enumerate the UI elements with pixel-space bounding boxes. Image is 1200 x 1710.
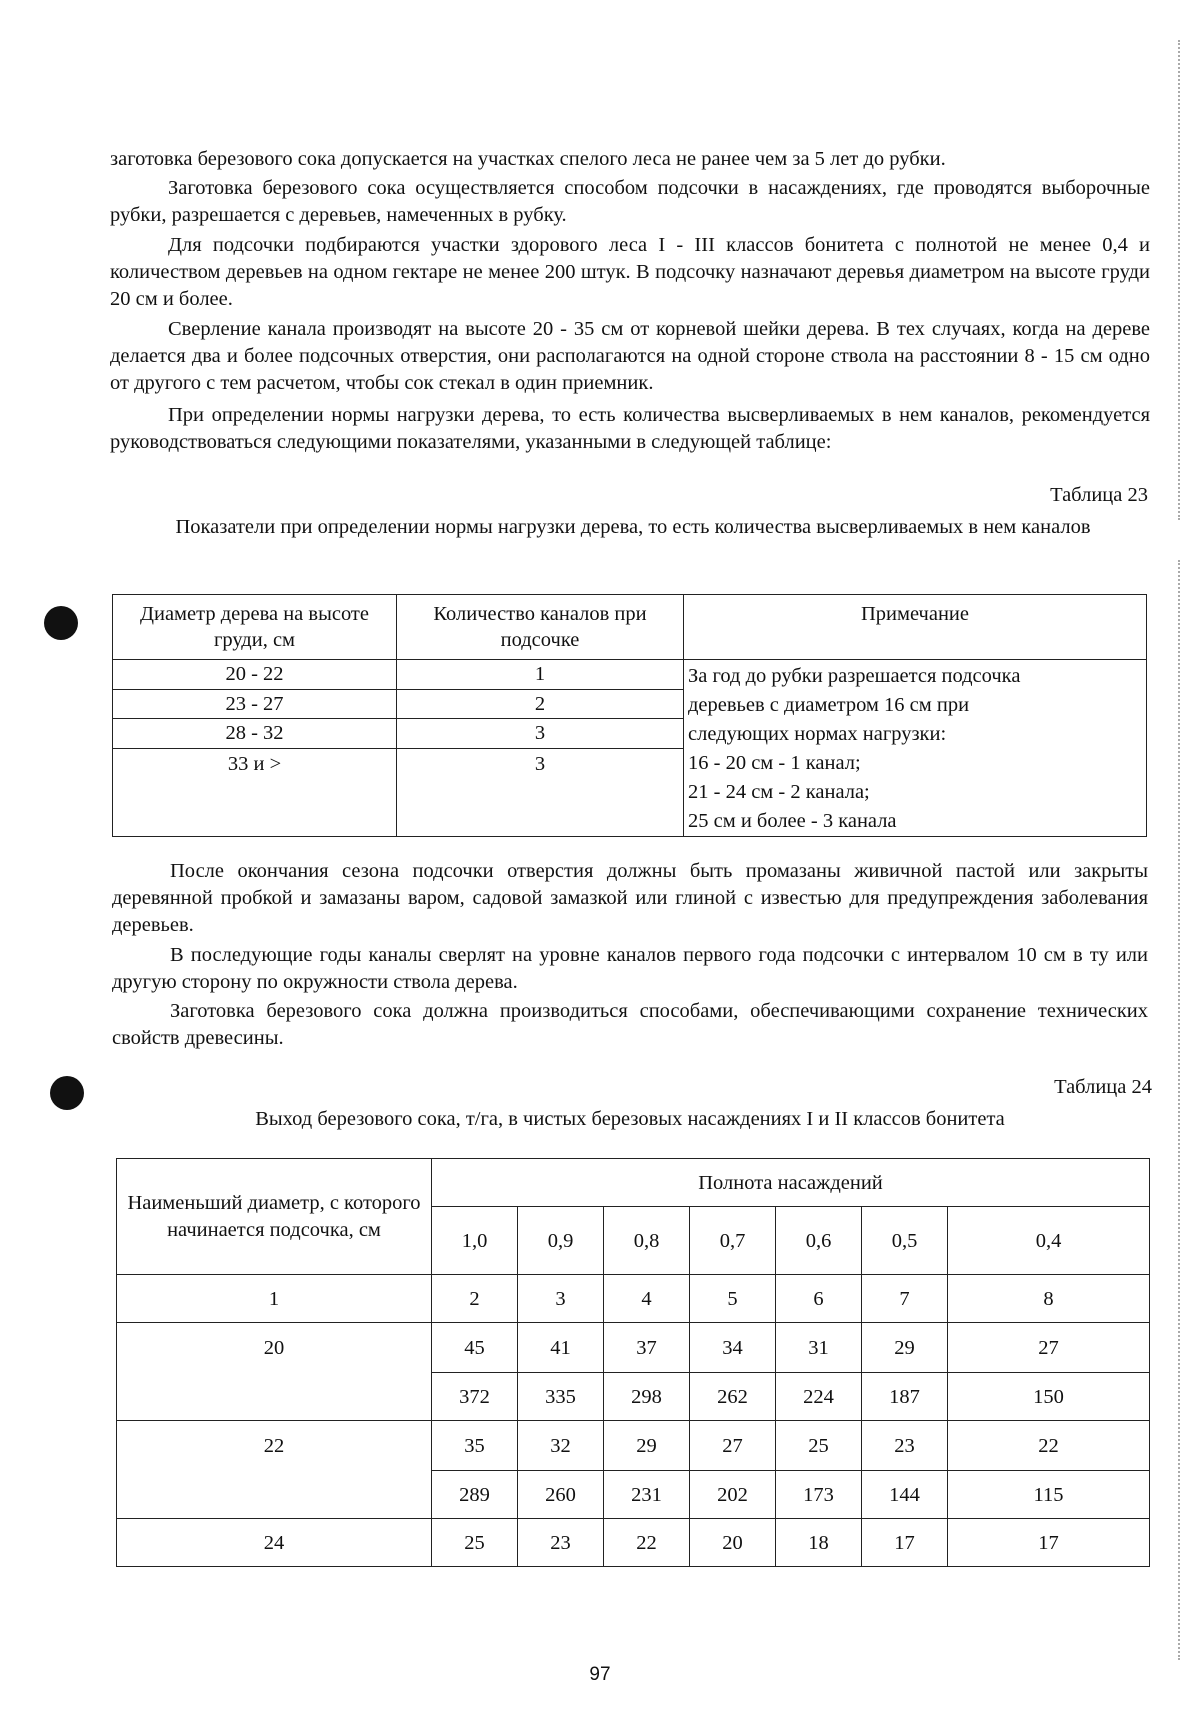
table23-header-note: Примечание <box>684 595 1147 660</box>
table24-cell: 27 <box>948 1323 1150 1373</box>
paragraph-3: Для подсочки подбираются участки здорового леса I - III классов бонитета с полнотой не менее 0,4 и количеством деревьев на одном гектаре не менее 200 штук. В подсочку назначают деревья диаметром на высоте груди 20 см и более. <box>110 234 1150 310</box>
punch-hole <box>50 1076 84 1110</box>
table24-diameter: 24 <box>117 1519 432 1567</box>
paragraph-5: При определении нормы нагрузки дерева, то есть количества высверливаемых в нем каналов, рекомендуется руководствоваться следующими показателями, указанными в следующей таблице: <box>110 404 1150 453</box>
table24-cell: 18 <box>776 1519 862 1567</box>
table23-header-diameter: Диаметр дерева на высоте груди, см <box>113 595 397 660</box>
table24-cell: 224 <box>776 1373 862 1421</box>
table24-numbering: 2 <box>432 1275 518 1323</box>
table24-density-col: 0,9 <box>518 1207 604 1275</box>
table23-cell: 28 - 32 <box>113 719 397 749</box>
table24-cell: 37 <box>604 1323 690 1373</box>
table23-note-line: деревьев с диаметром 16 см при <box>688 694 970 716</box>
table24-cell: 27 <box>690 1421 776 1471</box>
paragraph-1: заготовка березового сока допускается на участках спелого леса не ранее чем за 5 лет до рубки. <box>110 148 946 170</box>
table24-cell: 32 <box>518 1421 604 1471</box>
table23-cell: 33 и > <box>113 748 397 837</box>
table24-cell: 29 <box>604 1421 690 1471</box>
table24-cell: 20 <box>690 1519 776 1567</box>
table23-header-channels: Количество каналов при подсочке <box>397 595 684 660</box>
paragraph-7: В последующие годы каналы сверлят на уровне каналов первого года подсочки с интервалом 10 см в ту или другую сторону по окружности ствола дерева. <box>112 944 1148 993</box>
table24-cell: 41 <box>518 1323 604 1373</box>
table24-cell: 23 <box>862 1421 948 1471</box>
table23-note-line: 16 - 20 см - 1 канал; <box>688 752 861 774</box>
table23-cell: 23 - 27 <box>113 689 397 719</box>
table23-note <box>684 660 1147 837</box>
table24-diameter: 22 <box>117 1421 432 1519</box>
table24-cell: 260 <box>518 1471 604 1519</box>
table24-density-col: 0,4 <box>948 1207 1150 1275</box>
table24-caption: Выход березового сока, т/га, в чистых березовых насаждениях I и II классов бонитета <box>255 1108 1005 1130</box>
paragraph-6: После окончания сезона подсочки отверстия должны быть промазаны живичной пастой или закрыты деревянной пробкой и замазаны варом, садовой замазкой или глиной с известью для предупреждения заболевания деревьев. <box>112 860 1148 936</box>
table24-density-col: 1,0 <box>432 1207 518 1275</box>
table23-note-line: 25 см и более - 3 канала <box>688 810 897 832</box>
table23-cell: 3 <box>397 719 684 749</box>
table24-cell: 335 <box>518 1373 604 1421</box>
table24-numbering: 4 <box>604 1275 690 1323</box>
table23-cell: 1 <box>397 660 684 690</box>
paragraph-2: Заготовка березового сока осуществляется способом подсочки в насаждениях, где проводятся выборочные рубки, разрешается с деревьев, намеченных в рубку. <box>110 177 1150 226</box>
table24-numbering: 7 <box>862 1275 948 1323</box>
table23-cell: 2 <box>397 689 684 719</box>
table24-cell: 31 <box>776 1323 862 1373</box>
table23 <box>112 594 1147 837</box>
table24-density-col: 0,7 <box>690 1207 776 1275</box>
table24-cell: 231 <box>604 1471 690 1519</box>
table24-cell: 17 <box>862 1519 948 1567</box>
table24-cell: 187 <box>862 1373 948 1421</box>
table24 <box>116 1158 1150 1567</box>
table24-cell: 150 <box>948 1373 1150 1421</box>
table23-caption: Показатели при определении нормы нагрузки дерева, то есть количества высверливаемых в нем каналов <box>175 516 1091 538</box>
table24-numbering: 6 <box>776 1275 862 1323</box>
table23-note-line: За год до рубки разрешается подсочка <box>688 665 1021 687</box>
table24-cell: 45 <box>432 1323 518 1373</box>
table24-numbering: 5 <box>690 1275 776 1323</box>
table24-cell: 17 <box>948 1519 1150 1567</box>
table24-cell: 262 <box>690 1373 776 1421</box>
table23-label: Таблица 23 <box>1050 484 1148 506</box>
page-number: 97 <box>589 1664 611 1685</box>
table23-note-line: следующих нормах нагрузки: <box>688 723 947 745</box>
table24-cell: 29 <box>862 1323 948 1373</box>
table24-density-col: 0,6 <box>776 1207 862 1275</box>
table24-header-diameter: Наименьший диаметр, с которого начинается подсочка, см <box>117 1159 432 1275</box>
table23-cell: 20 - 22 <box>113 660 397 690</box>
table24-cell: 22 <box>604 1519 690 1567</box>
table24-cell: 25 <box>776 1421 862 1471</box>
table24-cell: 34 <box>690 1323 776 1373</box>
table24-cell: 22 <box>948 1421 1150 1471</box>
paragraph-8: Заготовка березового сока должна производиться способами, обеспечивающими сохранение технических свойств древесины. <box>112 1000 1148 1049</box>
table24-cell: 115 <box>948 1471 1150 1519</box>
table24-header-density: Полнота насаждений <box>432 1159 1150 1207</box>
table24-cell: 298 <box>604 1373 690 1421</box>
scan-edge-artifact <box>1178 40 1182 520</box>
table24-cell: 372 <box>432 1373 518 1421</box>
table24-cell: 173 <box>776 1471 862 1519</box>
table24-density-col: 0,5 <box>862 1207 948 1275</box>
table24-cell: 23 <box>518 1519 604 1567</box>
table24-cell: 25 <box>432 1519 518 1567</box>
table24-cell: 35 <box>432 1421 518 1471</box>
table23-cell: 3 <box>397 748 684 837</box>
table24-numbering: 1 <box>117 1275 432 1323</box>
scan-edge-artifact <box>1178 560 1182 1660</box>
table24-cell: 289 <box>432 1471 518 1519</box>
table24-cell: 144 <box>862 1471 948 1519</box>
paragraph-4: Сверление канала производят на высоте 20 - 35 см от корневой шейки дерева. В тех случаях, когда на дереве делается два и более подсочных отверстия, они располагаются на одной стороне ствола на расстоянии 8 - 15 см одно от другого с тем расчетом, чтобы сок стекал в один приемник. <box>110 318 1150 394</box>
punch-hole <box>44 606 78 640</box>
table24-diameter: 20 <box>117 1323 432 1421</box>
table24-density-col: 0,8 <box>604 1207 690 1275</box>
table24-label: Таблица 24 <box>1054 1076 1152 1098</box>
table24-numbering: 8 <box>948 1275 1150 1323</box>
table23-note-line: 21 - 24 см - 2 канала; <box>688 781 870 803</box>
table24-numbering: 3 <box>518 1275 604 1323</box>
table24-cell: 202 <box>690 1471 776 1519</box>
